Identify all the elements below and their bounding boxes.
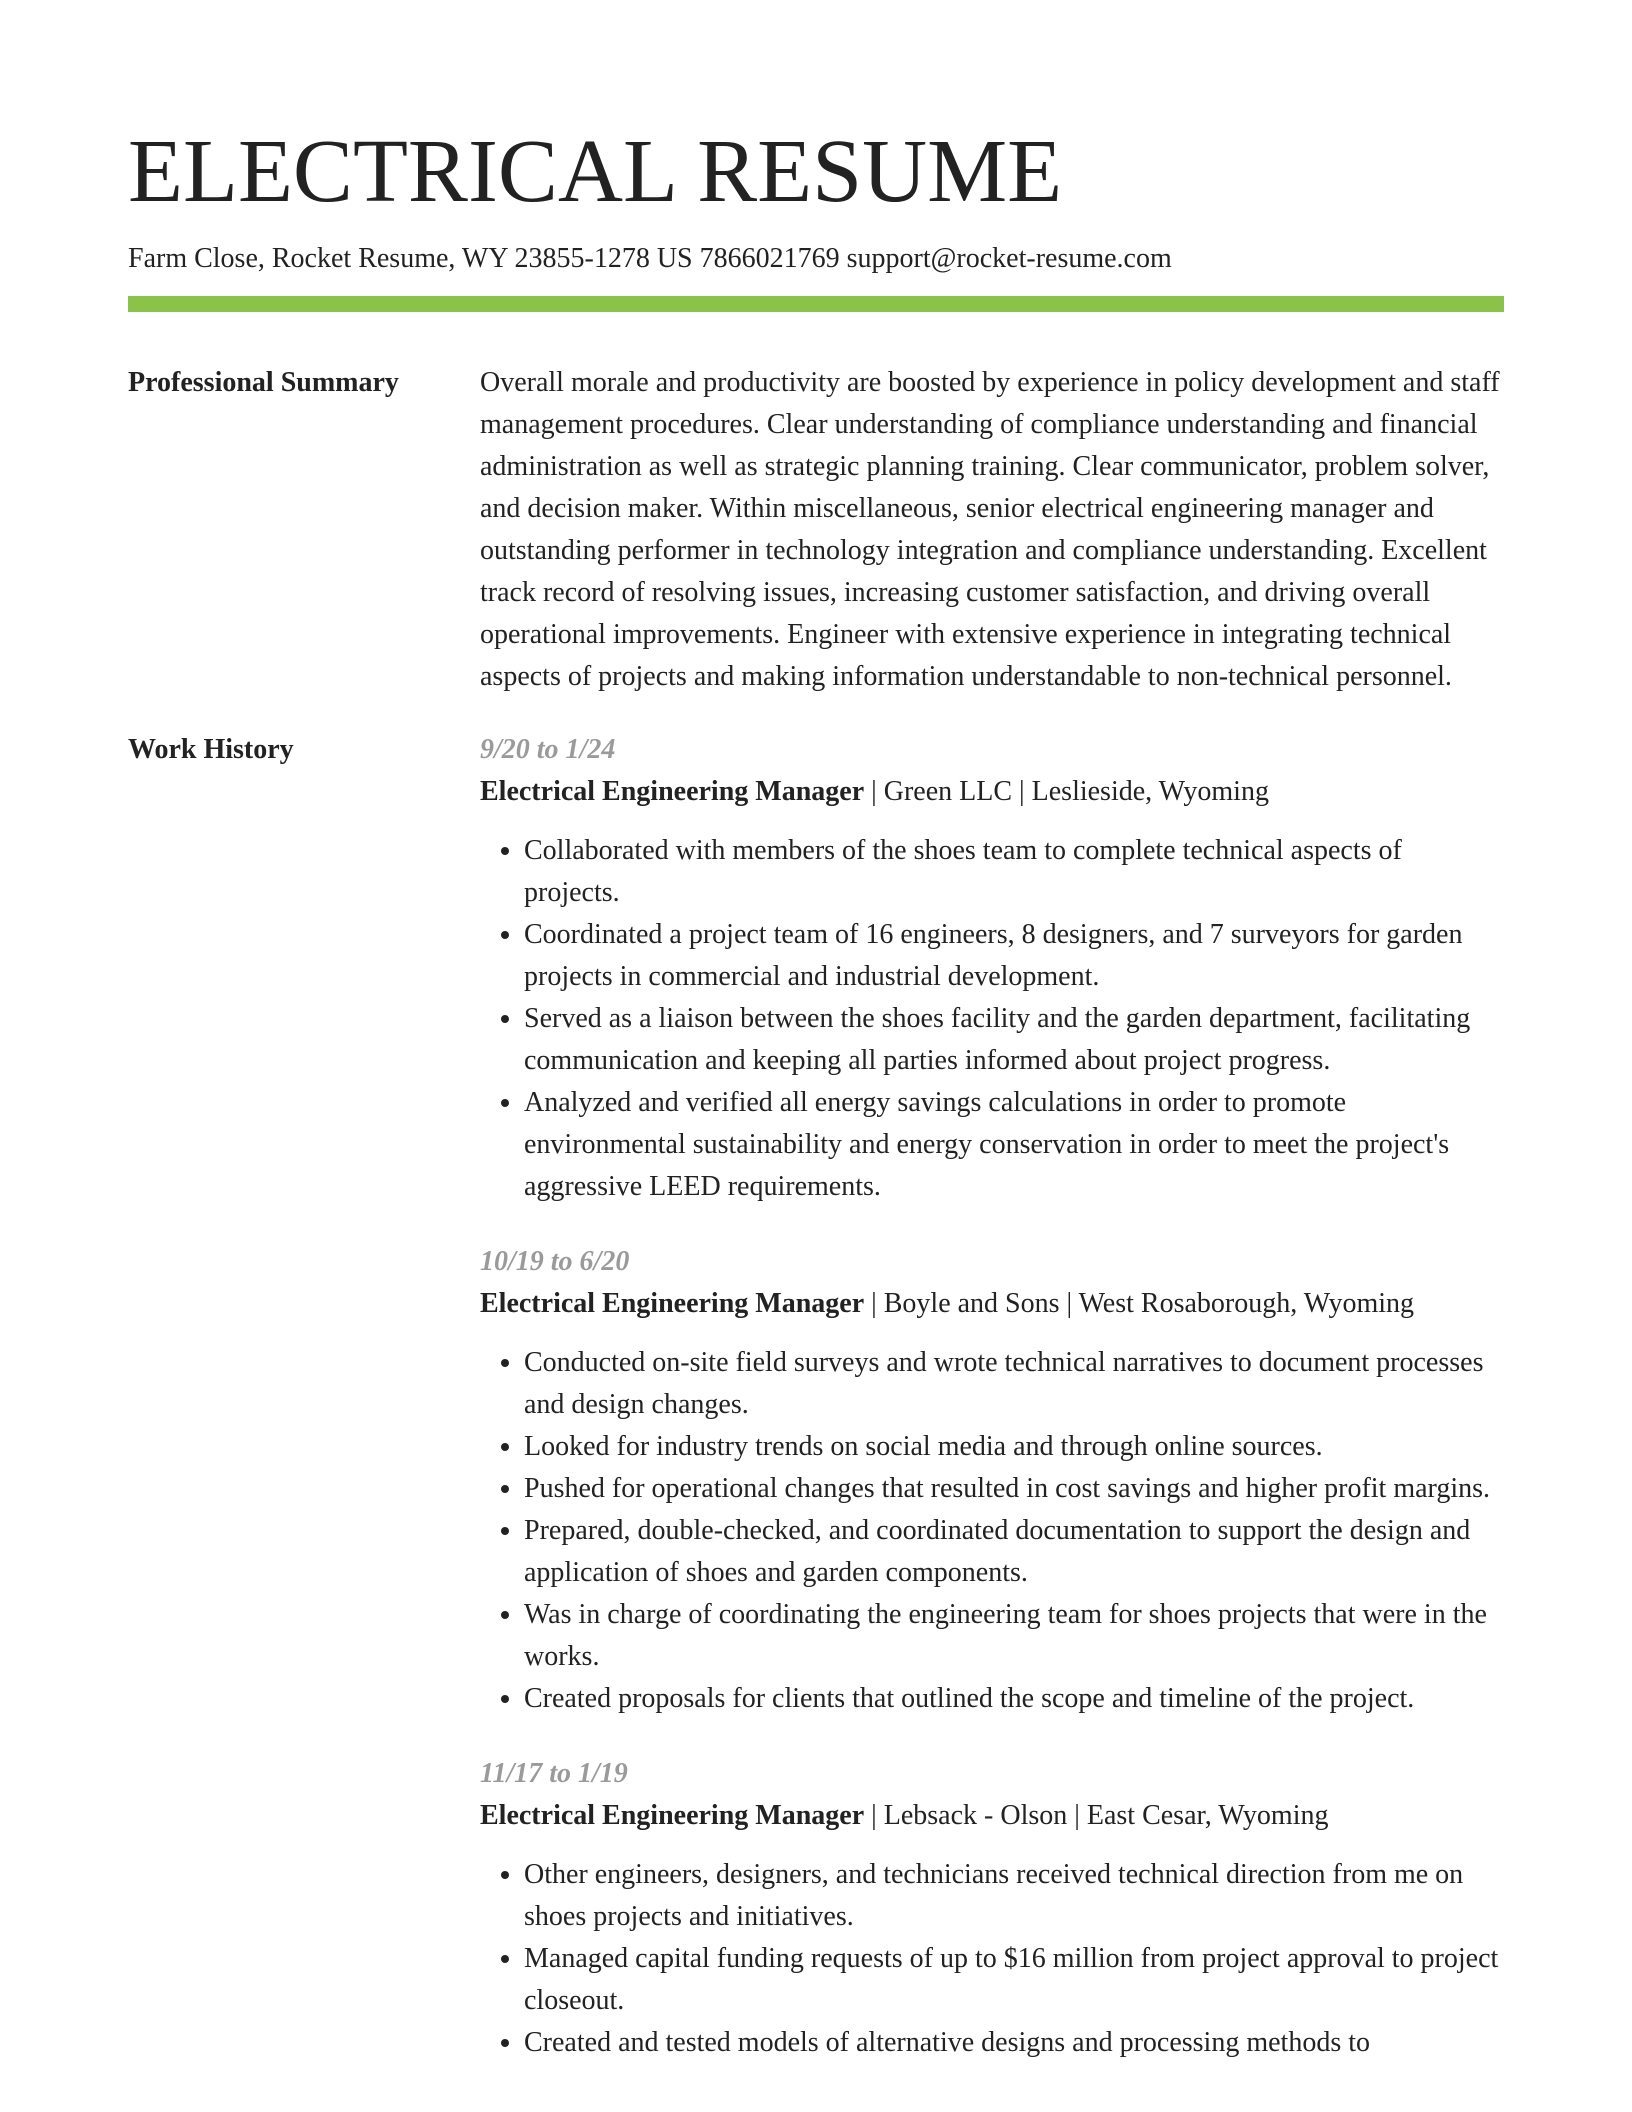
summary-body [480,362,1504,698]
job-bullet: • Looked for industry trends on social media and through online sources. [524,1426,1504,1468]
job-company-location: | Lebsack - Olson | East Cesar, Wyoming [864,1800,1329,1831]
job-title: Electrical Engineering Manager [480,1800,865,1831]
contact-line: Farm Close, Rocket Resume, WY 23855-1278 US 7866021769 support@rocket-resume.com [128,243,1172,274]
job-bullet: • Prepared, double-checked, and coordinated documentation to support the design and application of shoes and garden components. [524,1510,1504,1594]
job-bullet-list [480,1342,1504,1720]
work-history-body [480,729,1504,2097]
job-heading [480,1795,1504,1837]
resume-title: ELECTRICAL RESUME [128,122,1063,221]
job-bullet: • Created proposals for clients that outlined the scope and timeline of the project. [524,1678,1504,1720]
section-label-summary: Professional Summary [128,367,399,398]
professional-summary-section [128,362,1504,698]
job-bullet: • Managed capital funding requests of up to $16 million from project approval to project closeout. [524,1938,1504,2022]
job-bullet: • Was in charge of coordinating the engineering team for shoes projects that were in the works. [524,1594,1504,1678]
job-bullet: • Pushed for operational changes that resulted in cost savings and higher profit margins. [524,1468,1504,1510]
accent-divider [128,296,1504,312]
job-bullet-list [480,830,1504,1208]
job-heading [480,771,1504,813]
job-heading [480,1283,1504,1325]
job-bullet: • Other engineers, designers, and technicians received technical direction from me on shoes projects and initiatives. [524,1854,1504,1938]
job-bullet: • Analyzed and verified all energy savings calculations in order to promote environmental sustainability and energy conservation in order to meet the project's aggressive LEED requirements. [524,1082,1504,1208]
job-company-location: | Green LLC | Leslieside, Wyoming [864,776,1269,807]
job-entry [480,729,1504,1208]
job-company-location: | Boyle and Sons | West Rosaborough, Wyoming [864,1288,1415,1319]
job-bullet: • Served as a liaison between the shoes facility and the garden department, facilitating communication and keeping all parties informed about project progress. [524,998,1504,1082]
job-dates: 9/20 to 1/24 [480,734,616,765]
summary-text: Overall morale and productivity are boosted by experience in policy development and staff management procedures. Clear understanding of compliance understanding and financial administration as well as strategic planning training. Clear communicator, problem solver, and decision maker. Within miscellaneous, senior electrical engineering manager and outstanding performer in technology integration and compliance understanding. Excellent track record of resolving issues, increasing customer satisfaction, and driving overall operational improvements. Engineer with extensive experience in integrating technical aspects of projects and making information understandable to non-technical personnel. [480,367,1500,692]
job-title: Electrical Engineering Manager [480,776,865,807]
job-entry [480,1241,1504,1720]
job-bullet: • Collaborated with members of the shoes team to complete technical aspects of projects. [524,830,1504,914]
job-dates: 11/17 to 1/19 [480,1758,628,1789]
job-bullet: • Conducted on-site field surveys and wrote technical narratives to document processes and design changes. [524,1342,1504,1426]
job-entry [480,1753,1504,2064]
section-label-work-history: Work History [128,734,294,765]
job-bullet-list [480,1854,1504,2064]
resume-page [128,0,1504,2097]
job-dates: 10/19 to 6/20 [480,1246,630,1277]
job-bullet: • Coordinated a project team of 16 engineers, 8 designers, and 7 surveyors for garden projects in commercial and industrial development. [524,914,1504,998]
work-history-section [128,729,1504,2097]
job-bullet: • Created and tested models of alternative designs and processing methods to [524,2022,1504,2064]
job-title: Electrical Engineering Manager [480,1288,865,1319]
